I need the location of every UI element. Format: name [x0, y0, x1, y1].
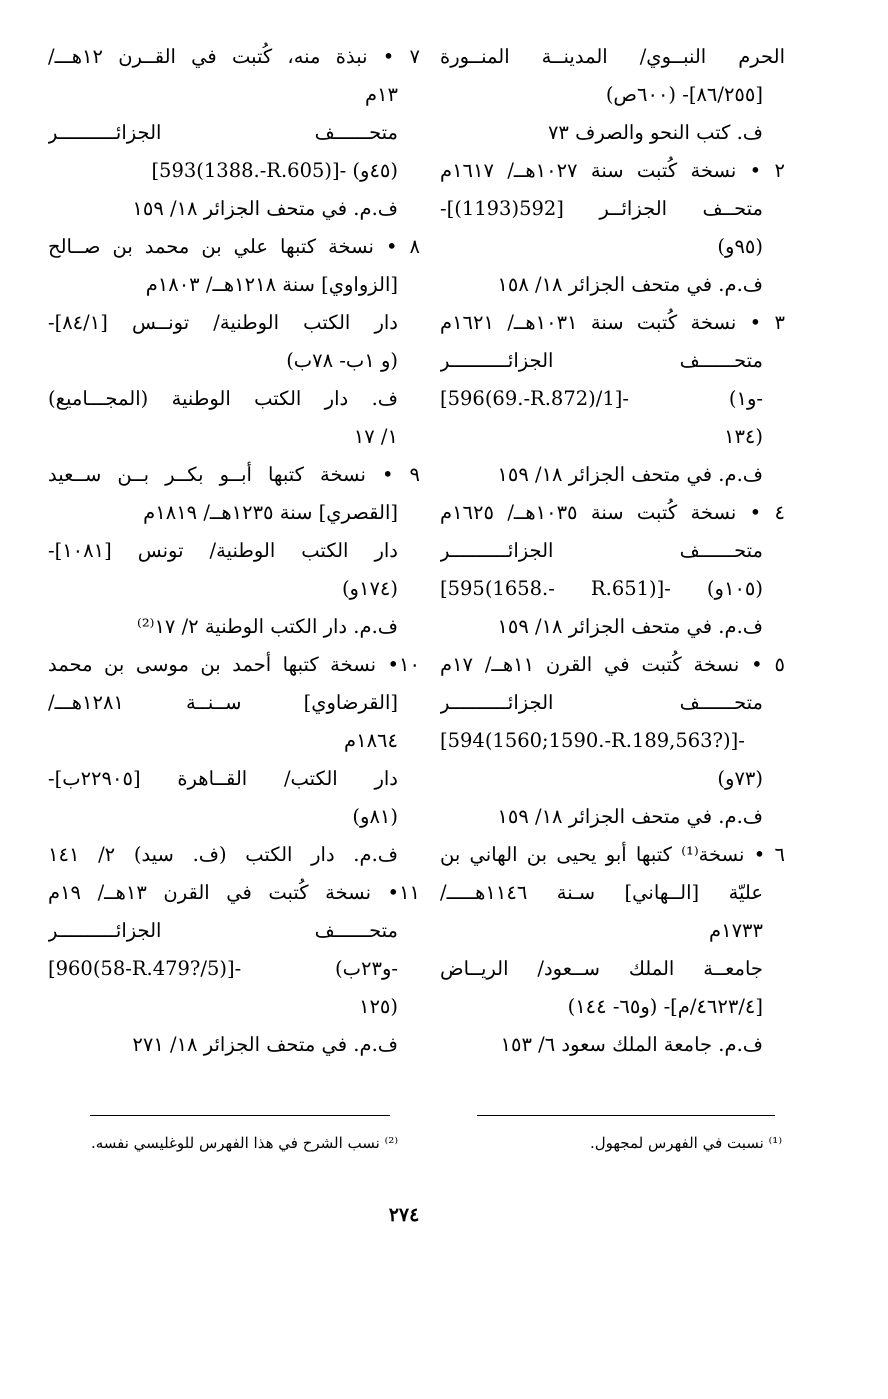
text-line: دار الكتب/ القــاهرة [٢٢٩٠٥ب]- [48, 767, 398, 790]
entry-line: ٩ • نسخة كتبها أبــو بكــر بــن ســعيد [48, 463, 420, 486]
text-line: [593(1388.-R.605)]- (٤٥و) [151, 159, 398, 182]
text-line: متحــــــف الجزائــــــــــر [48, 919, 398, 942]
entry-line: ٢ • نسخة كُتبت سنة ١٠٢٧هــ/ ١٦١٧م [440, 159, 785, 182]
entry-line: ١١• نسخة كُتبت في القرن ١٣هــ/ ١٩م [48, 881, 420, 904]
text-line: ١٣م [364, 83, 398, 106]
text-line: [الزواوي] سنة ١٢١٨هــ/ ١٨٠٣م [145, 273, 398, 296]
text-line: ف.م. دار الكتب الوطنية ٢/ ١٧⁽²⁾ [137, 615, 398, 638]
text-line: الحرم النبــوي/ المدينــة المنــورة [440, 45, 785, 68]
text-line: (٧٣و) [717, 767, 763, 790]
text-line: عليّة [الــهاني] سـنة ١١٤٦هـــــ/ [440, 881, 763, 904]
text-line: [القصري] سنة ١٢٣٥هــ/ ١٨١٩م [143, 501, 398, 524]
text-line: ف.م. في متحف الجزائر ١٨/ ١٥٩ [497, 463, 763, 486]
entry-line: ٤ • نسخة كُتبت سنة ١٠٣٥هــ/ ١٦٢٥م [440, 501, 785, 524]
text-line: ف.م. في متحف الجزائر ١٨/ ١٥٩ [132, 197, 398, 220]
text-line: [595(1658.- R.651)]- (١٠٥و) [440, 577, 763, 600]
entry-line: ١٠• نسخة كتبها أحمد بن موسى بن محمد [48, 653, 420, 676]
footnote-divider [477, 1115, 775, 1116]
right-column [440, 38, 785, 1064]
entry-line: ٣ • نسخة كُتبت سنة ١٠٣١هــ/ ١٦٢١م [440, 311, 785, 334]
entry-line: ٦ • نسخة⁽¹⁾ كتبها أبو يحيى بن الهاني بن [440, 843, 785, 866]
text-line: ف. كتب النحو والصرف ٧٣ [547, 121, 763, 144]
text-line: متحــــــف الجزائــــــــــر [440, 539, 763, 562]
text-line: ١/ ١٧ [353, 425, 398, 448]
text-line: (٩٥و) [717, 235, 763, 258]
text-line: ١٣٤) [723, 425, 763, 448]
entry-line: ٥ • نسخة كُتبت في القرن ١١هــ/ ١٧م [440, 653, 785, 676]
text-line: ف. دار الكتب الوطنية (المجـــاميع) [48, 387, 398, 410]
text-line: [596(69.-R.872)/1]- (و١- [440, 387, 763, 410]
text-line: (١٧٤و) [341, 577, 398, 600]
left-column [48, 38, 420, 1064]
text-line: جامعــة الملك ســعود/ الريــاض [440, 957, 763, 980]
text-line: ف.م. في متحف الجزائر ١٨/ ٢٧١ [132, 1033, 398, 1056]
text-line: (٨١و) [352, 805, 398, 828]
text-line: [٤٦٢٣/٤/م]- (و٦٥- ١٤٤) [567, 995, 763, 1018]
page-number: ٢٧٤ [388, 1204, 420, 1226]
text-line: (و ١ب- ٧٨ب) [286, 349, 398, 372]
footnote-divider [90, 1115, 390, 1116]
text-line: متحــف الجزائــر [592(1193)]- [440, 197, 763, 220]
text-line: ف.م. في متحف الجزائر ١٨/ ١٥٩ [497, 615, 763, 638]
footnote-2: ⁽²⁾ نسب الشرح في هذا الفهرس للوغليسي نفسه. [90, 1134, 398, 1152]
text-line: ١٢٥) [358, 995, 398, 1018]
text-line: ف.م. دار الكتب (ف. سيد) ٢/ ١٤١ [48, 843, 398, 866]
text-line: دار الكتب الوطنية/ تونس [١٠٨١]- [48, 539, 398, 562]
text-line: ١٧٣٣م [709, 919, 763, 942]
footnote-1: ⁽¹⁾ نسبت في الفهرس لمجهول. [589, 1134, 782, 1152]
text-line: [960(58-R.479?/5)]- (و٢٣ب- [48, 957, 398, 980]
text-line: ١٨٦٤م [344, 729, 398, 752]
entry-line: ٨ • نسخة كتبها علي بن محمد بن صــالح [48, 235, 420, 258]
text-line: دار الكتب الوطنية/ تونــس [٨٤/١]- [48, 311, 398, 334]
text-line: [594(1560;1590.-R.189,563?)]- [440, 729, 745, 752]
text-line: متحــــــف الجزائــــــــــر [440, 349, 763, 372]
text-line: متحــــــف الجزائــــــــــر [48, 121, 398, 144]
text-line: [القرضاوي] ســنــة ١٢٨١هـــ/ [48, 691, 398, 714]
text-line: [٨٦/٢٥٥]- (٦٠٠ص) [605, 83, 763, 106]
entry-line: ٧ • نبذة منه، كُتبت في القــرن ١٢هـــ/ [48, 45, 420, 68]
text-line: ف.م. في متحف الجزائر ١٨/ ١٥٨ [497, 273, 763, 296]
text-line: متحــــــف الجزائــــــــــر [440, 691, 763, 714]
text-line: ف.م. في متحف الجزائر ١٨/ ١٥٩ [497, 805, 763, 828]
text-line: ف.م. جامعة الملك سعود ٦/ ١٥٣ [500, 1033, 763, 1056]
